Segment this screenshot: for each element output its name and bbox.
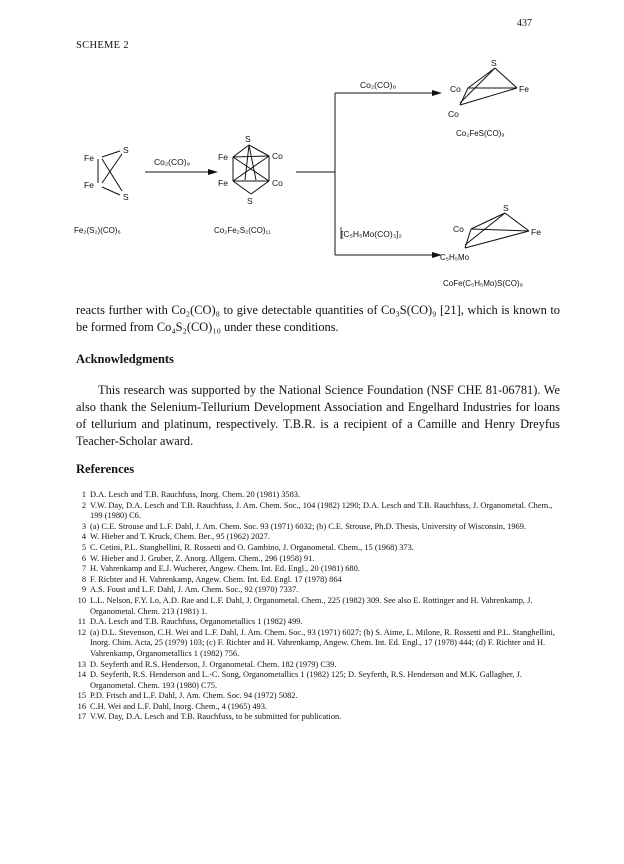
reference-number: 15 [77,691,86,701]
co2fe2s2-atom-s-top: S [245,134,251,144]
reference-text: D.A. Lesch and T.B. Rauchfuss, Inorg. Chem. 20 (1981) 3583. [90,490,301,499]
fe2s2-atom-s-top: S [123,145,129,155]
co2fe2s2-atom-fe-left-top: Fe [218,152,228,162]
reference-text: D. Seyferth and R.S. Henderson, J. Organometal. Chem. 182 (1979) C39. [90,659,337,669]
co2fe2s2-atom-co-right-top: Co [272,151,283,161]
reference-text: W. Hieber and T. Kruck, Chem. Ber., 95 (1962) 2027. [90,532,270,542]
co2fe2s2-atom-fe-left-bottom: Fe [218,178,228,188]
reference-item [76,712,562,723]
co2fe2s2-structure [233,145,269,194]
co2fes-structure [460,68,517,105]
reaction-scheme [70,55,560,300]
acknowledgments-heading: Acknowledgments [76,352,174,366]
cofemos-atom-co: Co [453,224,464,234]
reference-text: L.L. Nelson, F.Y. Lo, A.D. Rae and L.F. Dahl, J. Organometal. Chem., 225 (1982) 309. See also E. Rottinger and H. Vahrenkamp, J. Organometal. Chem. 213 (1981) 1. [90,595,533,616]
reference-number: 3 [81,521,86,531]
reference-text: C. Cetini, P.L. Stanghellini, R. Rossetti and O. Gambino, J. Organometal. Chem., 15 (1968) 373. [90,542,414,552]
reference-text: H. Vahrenkamp and E.J. Wucherer, Angew. Chem. Int. Ed. Engl., 20 (1981) 680. [90,564,360,574]
fe2s2-atom-fe-bottom: Fe [84,180,94,190]
co2fe2s2-caption: Co₂Fe₂S₂(CO)₁₁ [214,226,271,235]
references-heading: References [76,462,135,476]
reference-number: 11 [77,617,86,627]
reference-item [76,660,562,671]
reference-text: C.H. Wei and L.F. Dahl, Inorg. Chem., 4 (1965) 493. [90,701,267,711]
reference-number: 2 [81,500,86,510]
reference-number: 10 [77,595,86,605]
co2fes-atom-fe: Fe [519,84,529,94]
reference-item [76,670,562,691]
reference-number: 4 [81,532,86,542]
reference-text: (a) D.L. Stevenson, C.H. Wei and L.F. Dahl, J. Am. Chem. Soc., 93 (1971) 6027; (b) S. Aime, L. Milone, R. Rossetti and P.L. Stanghellini, Inorg. Chim. Acta, 25 (1979) 103; (c) F. Richter and H. Vahrenkamp, Angew. Chem. Int. Ed. Engl., 17 (1978) 444; (d) F. Richter and H. Vahrenkamp, Organometallics 1 (1982) 756. [90,627,555,658]
reference-item [76,501,562,522]
fe2s2-structure [98,151,122,195]
reference-number: 14 [77,670,86,680]
cofemos-atom-fe: Fe [531,227,541,237]
reference-number: 6 [81,553,86,563]
reagent-lower: [C₅H₅Mo(CO)₃]₂ [341,229,402,239]
co2fes-atom-co-top: Co [450,84,461,94]
reference-item [76,617,562,628]
reference-item [76,522,562,533]
reference-item [76,490,562,501]
reference-text: V.W. Day, D.A. Lesch and T.B. Rauchfuss, J. Am. Chem. Soc., 104 (1982) 1290; D.A. Lesch and T.B. Rauchfuss, J. Organometal. Chem., 199 (1980) C6. [90,500,553,521]
page-number: 437 [517,18,532,29]
reference-item [76,702,562,713]
co2fes-atom-s: S [491,58,497,68]
reference-number: 12 [77,627,86,637]
reference-item [76,532,562,543]
co2fes-caption: Co₂FeS(CO)₉ [456,129,505,138]
reference-item [76,554,562,565]
reagent-upper: Co₂(CO)₈ [360,80,397,90]
cofemos-caption: CoFe(C₅H₅Mo)S(CO)₈ [443,279,523,288]
reference-text: F. Richter and H. Vahrenkamp, Angew. Chem. Int. Ed. Engl. 17 (1978) 864 [90,574,342,584]
scheme-label: SCHEME 2 [76,40,129,51]
reaction-arrow-1-head [208,169,218,175]
reference-item [76,691,562,702]
reference-text: (a) C.E. Strouse and L.F. Dahl, J. Am. Chem. Soc. 93 (1971) 6032; (b) C.E. Strouse, Ph.D. Thesis, University of Wisconsin, 1969. [90,521,527,531]
acknowledgments-paragraph: This research was supported by the National Science Foundation (NSF CHE 81-06781). We also thank the Selenium-Tellurium Development Association and Engelhard Industries for loans of tellurium and platinum, respectively. T.B.R. is a recipient of a Camille and Henry Dreyfus Teacher-Scholar award. [76,383,560,448]
fe2s2-atom-fe-top: Fe [84,153,94,163]
reference-number: 16 [77,701,86,711]
reference-text: D. Seyferth, R.S. Henderson and L.-C. Song, Organometallics 1 (1982) 125; D. Seyferth, R.S. Henderson and M.K. Gallagher, J. Organometal. Chem. 193 (1980) C75. [90,670,522,690]
fe2s2-caption: Fe₂(S₂)(CO)₆ [74,226,121,235]
reference-item [76,585,562,596]
reference-number: 7 [81,564,86,574]
reference-text: P.D. Frisch and L.F. Dahl, J. Am. Chem. Soc. 94 (1972) 5082. [90,691,298,701]
co2fe2s2-atom-co-right-bottom: Co [272,178,283,188]
reference-number: 9 [81,585,86,595]
branch-arrow-upper-head [432,90,442,96]
reagent-first: Co₂(CO)₈ [154,157,191,167]
reference-number: 8 [81,574,86,584]
reference-text: V.W. Day, D.A. Lesch and T.B. Rauchfuss, to be submitted for publication. [90,712,342,722]
co2fe2s2-atom-s-bottom: S [247,196,253,206]
reference-text: A.S. Foust and L.F. Dahl, J. Am. Chem. Soc., 92 (1970) 7337. [90,585,299,595]
reference-item [76,564,562,575]
reference-number: 1 [81,490,86,499]
reference-number: 13 [77,659,86,669]
reference-item [76,543,562,554]
reference-number: 5 [81,542,86,552]
cofemos-structure [465,213,529,248]
reference-number: 17 [77,712,86,722]
cofemos-atom-mo: C₅H₅Mo [440,253,470,262]
reference-item [76,575,562,586]
reference-list [76,490,562,723]
cofemos-atom-s: S [503,203,509,213]
reference-text: D.A. Lesch and T.B. Rauchfuss, Organometallics 1 (1982) 499. [90,617,303,627]
reference-text: W. Hieber and J. Gruber, Z. Anorg. Allgem. Chem., 296 (1958) 91. [90,553,315,563]
fe2s2-atom-s-bottom: S [123,192,129,202]
reference-item [76,628,562,660]
paragraph-reacts: reacts further with Co₂(CO)₈ to give detectable quantities of Co₃S(CO)₉ [21], which is known to be formed from Co₄S₂(CO)₁₀ under these conditions. [76,303,560,334]
reference-item [76,596,562,617]
co2fes-atom-co-bottom: Co [448,109,459,119]
